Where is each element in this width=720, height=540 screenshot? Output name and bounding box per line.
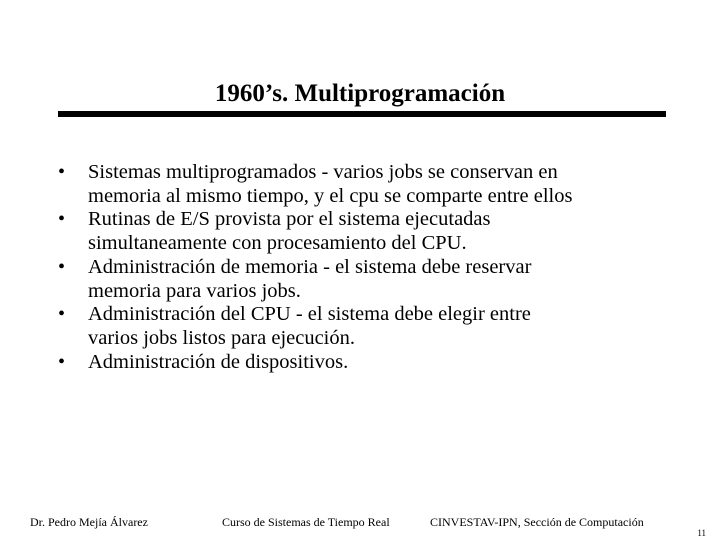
bullet-icon: • [58,350,66,373]
footer-author: Dr. Pedro Mejía Álvarez [30,515,148,529]
bullet-line: memoria para varios jobs. [88,279,301,302]
title-rule [58,111,666,117]
bullet-line: Sistemas multiprogramados - varios jobs se conservan en [88,161,558,183]
bullet-icon: • [58,161,66,183]
bullet-line: Administración de dispositivos. [88,350,349,373]
bullet-line: Administración de memoria - el sistema debe reservar [88,255,532,278]
bullet-item [58,208,678,255]
slide-title: 1960’s. Multiprogramación [214,80,506,107]
bullet-item [58,256,678,303]
bullet-icon: • [58,303,66,326]
page-number: 11 [697,528,706,538]
bullet-line: simultaneamente con procesamiento del CPU. [88,232,467,255]
bullet-icon: • [58,255,66,278]
bullet-icon: • [58,208,66,231]
bullet-item [58,351,678,375]
bullet-line: varios jobs listos para ejecución. [88,326,356,349]
footer-institution: CINVESTAV-IPN, Sección de Computación [430,515,644,529]
bullet-list [58,161,678,374]
bullet-item [58,303,678,350]
bullet-line: memoria al mismo tiempo, y el cpu se comparte entre ellos [88,184,573,207]
bullet-item [58,161,678,208]
bullet-line: Administración del CPU - el sistema debe elegir entre [88,303,531,326]
footer-course: Curso de Sistemas de Tiempo Real [222,515,390,529]
bullet-line: Rutinas de E/S provista por el sistema ejecutadas [88,208,491,231]
